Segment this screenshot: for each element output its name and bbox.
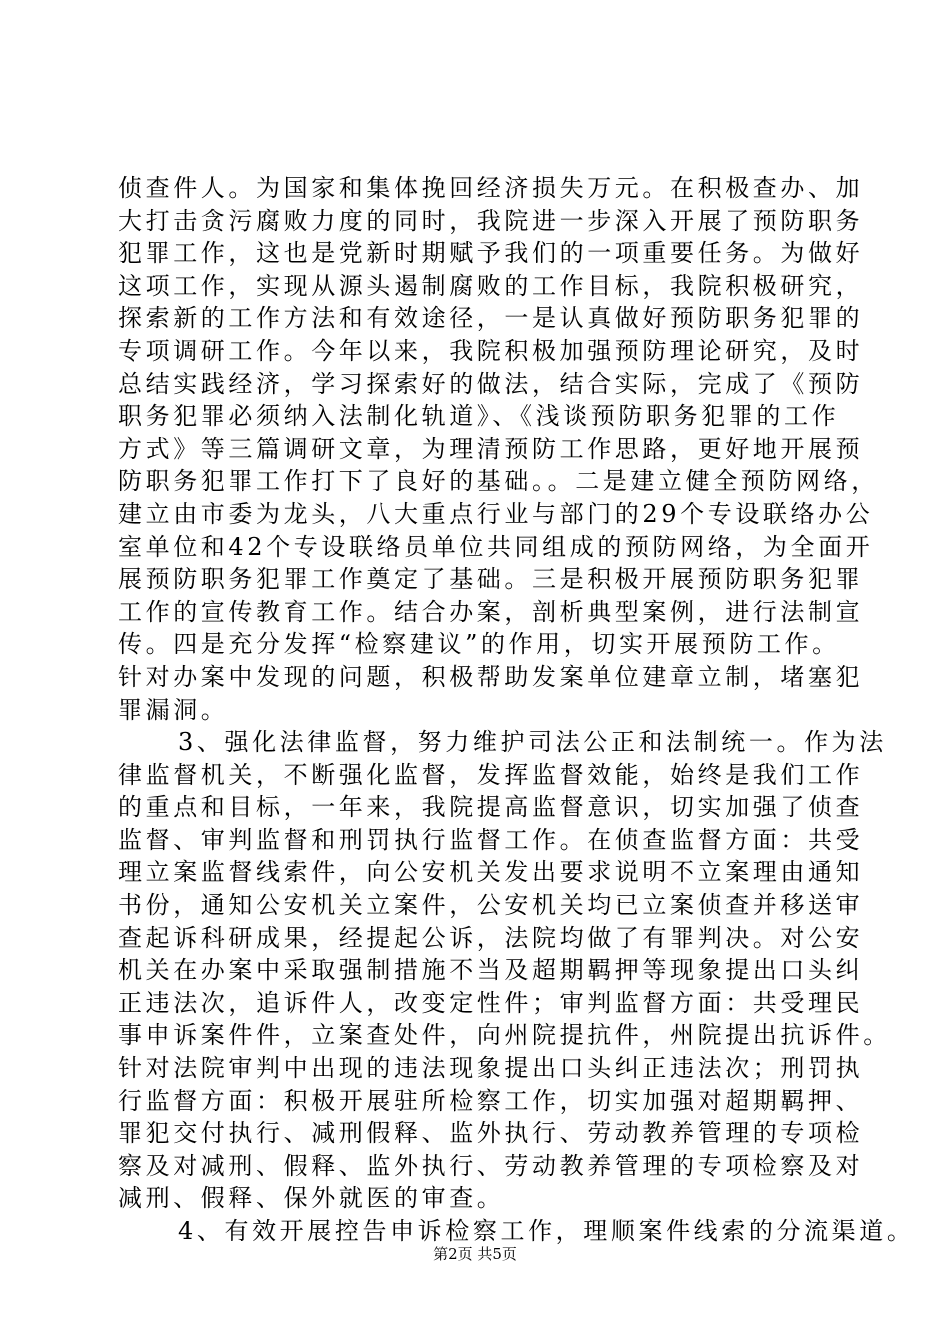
text-line: 行监督方面：积极开展驻所检察工作，切实加强对超期羁押、 xyxy=(118,1086,864,1115)
text-line: 防职务犯罪工作打下了良好的基础。。二是建立健全预防网络， xyxy=(118,467,879,496)
text-line: 建立由市委为龙头，八大重点行业与部门的29个专设联络办公 xyxy=(118,499,874,528)
text-line: 机关在办案中采取强制措施不当及超期羁押等现象提出口头纠 xyxy=(118,956,864,985)
text-line: 总结实践经济，学习探索好的做法，结合实际，完成了《预防 xyxy=(118,369,864,398)
text-line: 罪犯交付执行、减刑假释、监外执行、劳动教养管理的专项检 xyxy=(118,1119,864,1148)
text-line: 大打击贪污腐败力度的同时，我院进一步深入开展了预防职务 xyxy=(118,206,864,235)
text-line: 室单位和42个专设联络员单位共同组成的预防网络，为全面开 xyxy=(118,532,874,561)
paragraph-start-line: 3、强化法律监督，努力维护司法公正和法制统一。作为法 xyxy=(178,728,887,757)
text-line: 职务犯罪必须纳入法制化轨道》、《浅谈预防职务犯罪的工作 xyxy=(118,402,840,431)
text-line: 这项工作，实现从源头遏制腐败的工作目标，我院积极研究， xyxy=(118,271,864,300)
text-line: 针对法院审判中出现的违法现象提出口头纠正违法次；刑罚执 xyxy=(118,1054,864,1083)
text-line: 理立案监督线索件，向公安机关发出要求说明不立案理由通知 xyxy=(118,858,864,887)
page-footer xyxy=(0,1244,950,1264)
text-line: 传。四是充分发挥“检察建议”的作用，切实开展预防工作。 xyxy=(118,630,840,659)
text-line: 方式》等三篇调研文章，为理清预防工作思路，更好地开展预 xyxy=(118,434,864,463)
text-line: 罪漏洞。 xyxy=(118,695,229,724)
text-line: 监督、审判监督和刑罚执行监督工作。在侦查监督方面：共受 xyxy=(118,825,864,854)
document-body xyxy=(118,172,915,1248)
text-line: 事申诉案件件，立案查处件，向州院提抗件，州院提出抗诉件。 xyxy=(118,1021,891,1050)
text-line: 针对办案中发现的问题，积极帮助发案单位建章立制，堵塞犯 xyxy=(118,662,864,691)
text-line: 书份，通知公安机关立案件，公安机关均已立案侦查并移送审 xyxy=(118,891,864,920)
text-line: 探索新的工作方法和有效途径，一是认真做好预防职务犯罪的 xyxy=(118,304,864,333)
text-line: 犯罪工作，这也是党新时期赋予我们的一项重要任务。为做好 xyxy=(118,239,864,268)
text-line: 正违法次，追诉件人，改变定性件；审判监督方面：共受理民 xyxy=(118,988,864,1017)
text-line: 侦查件人。为国家和集体挽回经济损失万元。在积极查办、加 xyxy=(118,174,864,202)
page-number: 第2页 共5页 xyxy=(433,1245,517,1263)
text-line: 展预防职务犯罪工作奠定了基础。三是积极开展预防职务犯罪 xyxy=(118,565,864,594)
paragraph-start-line: 4、有效开展控告申诉检察工作，理顺案件线索的分流渠道。 xyxy=(178,1217,915,1245)
text-line: 的重点和目标，一年来，我院提高监督意识，切实加强了侦查 xyxy=(118,793,864,822)
text-line: 专项调研工作。今年以来，我院积极加强预防理论研究，及时 xyxy=(118,336,864,365)
text-line: 察及对减刑、假释、监外执行、劳动教养管理的专项检察及对 xyxy=(118,1151,864,1180)
text-line: 查起诉科研成果，经提起公诉，法院均做了有罪判决。对公安 xyxy=(118,923,864,952)
text-line: 减刑、假释、保外就医的审查。 xyxy=(118,1184,505,1213)
text-line: 律监督机关，不断强化监督，发挥监督效能，始终是我们工作 xyxy=(118,760,864,789)
text-line: 工作的宣传教育工作。结合办案，剖析典型案例，进行法制宣 xyxy=(118,597,864,626)
